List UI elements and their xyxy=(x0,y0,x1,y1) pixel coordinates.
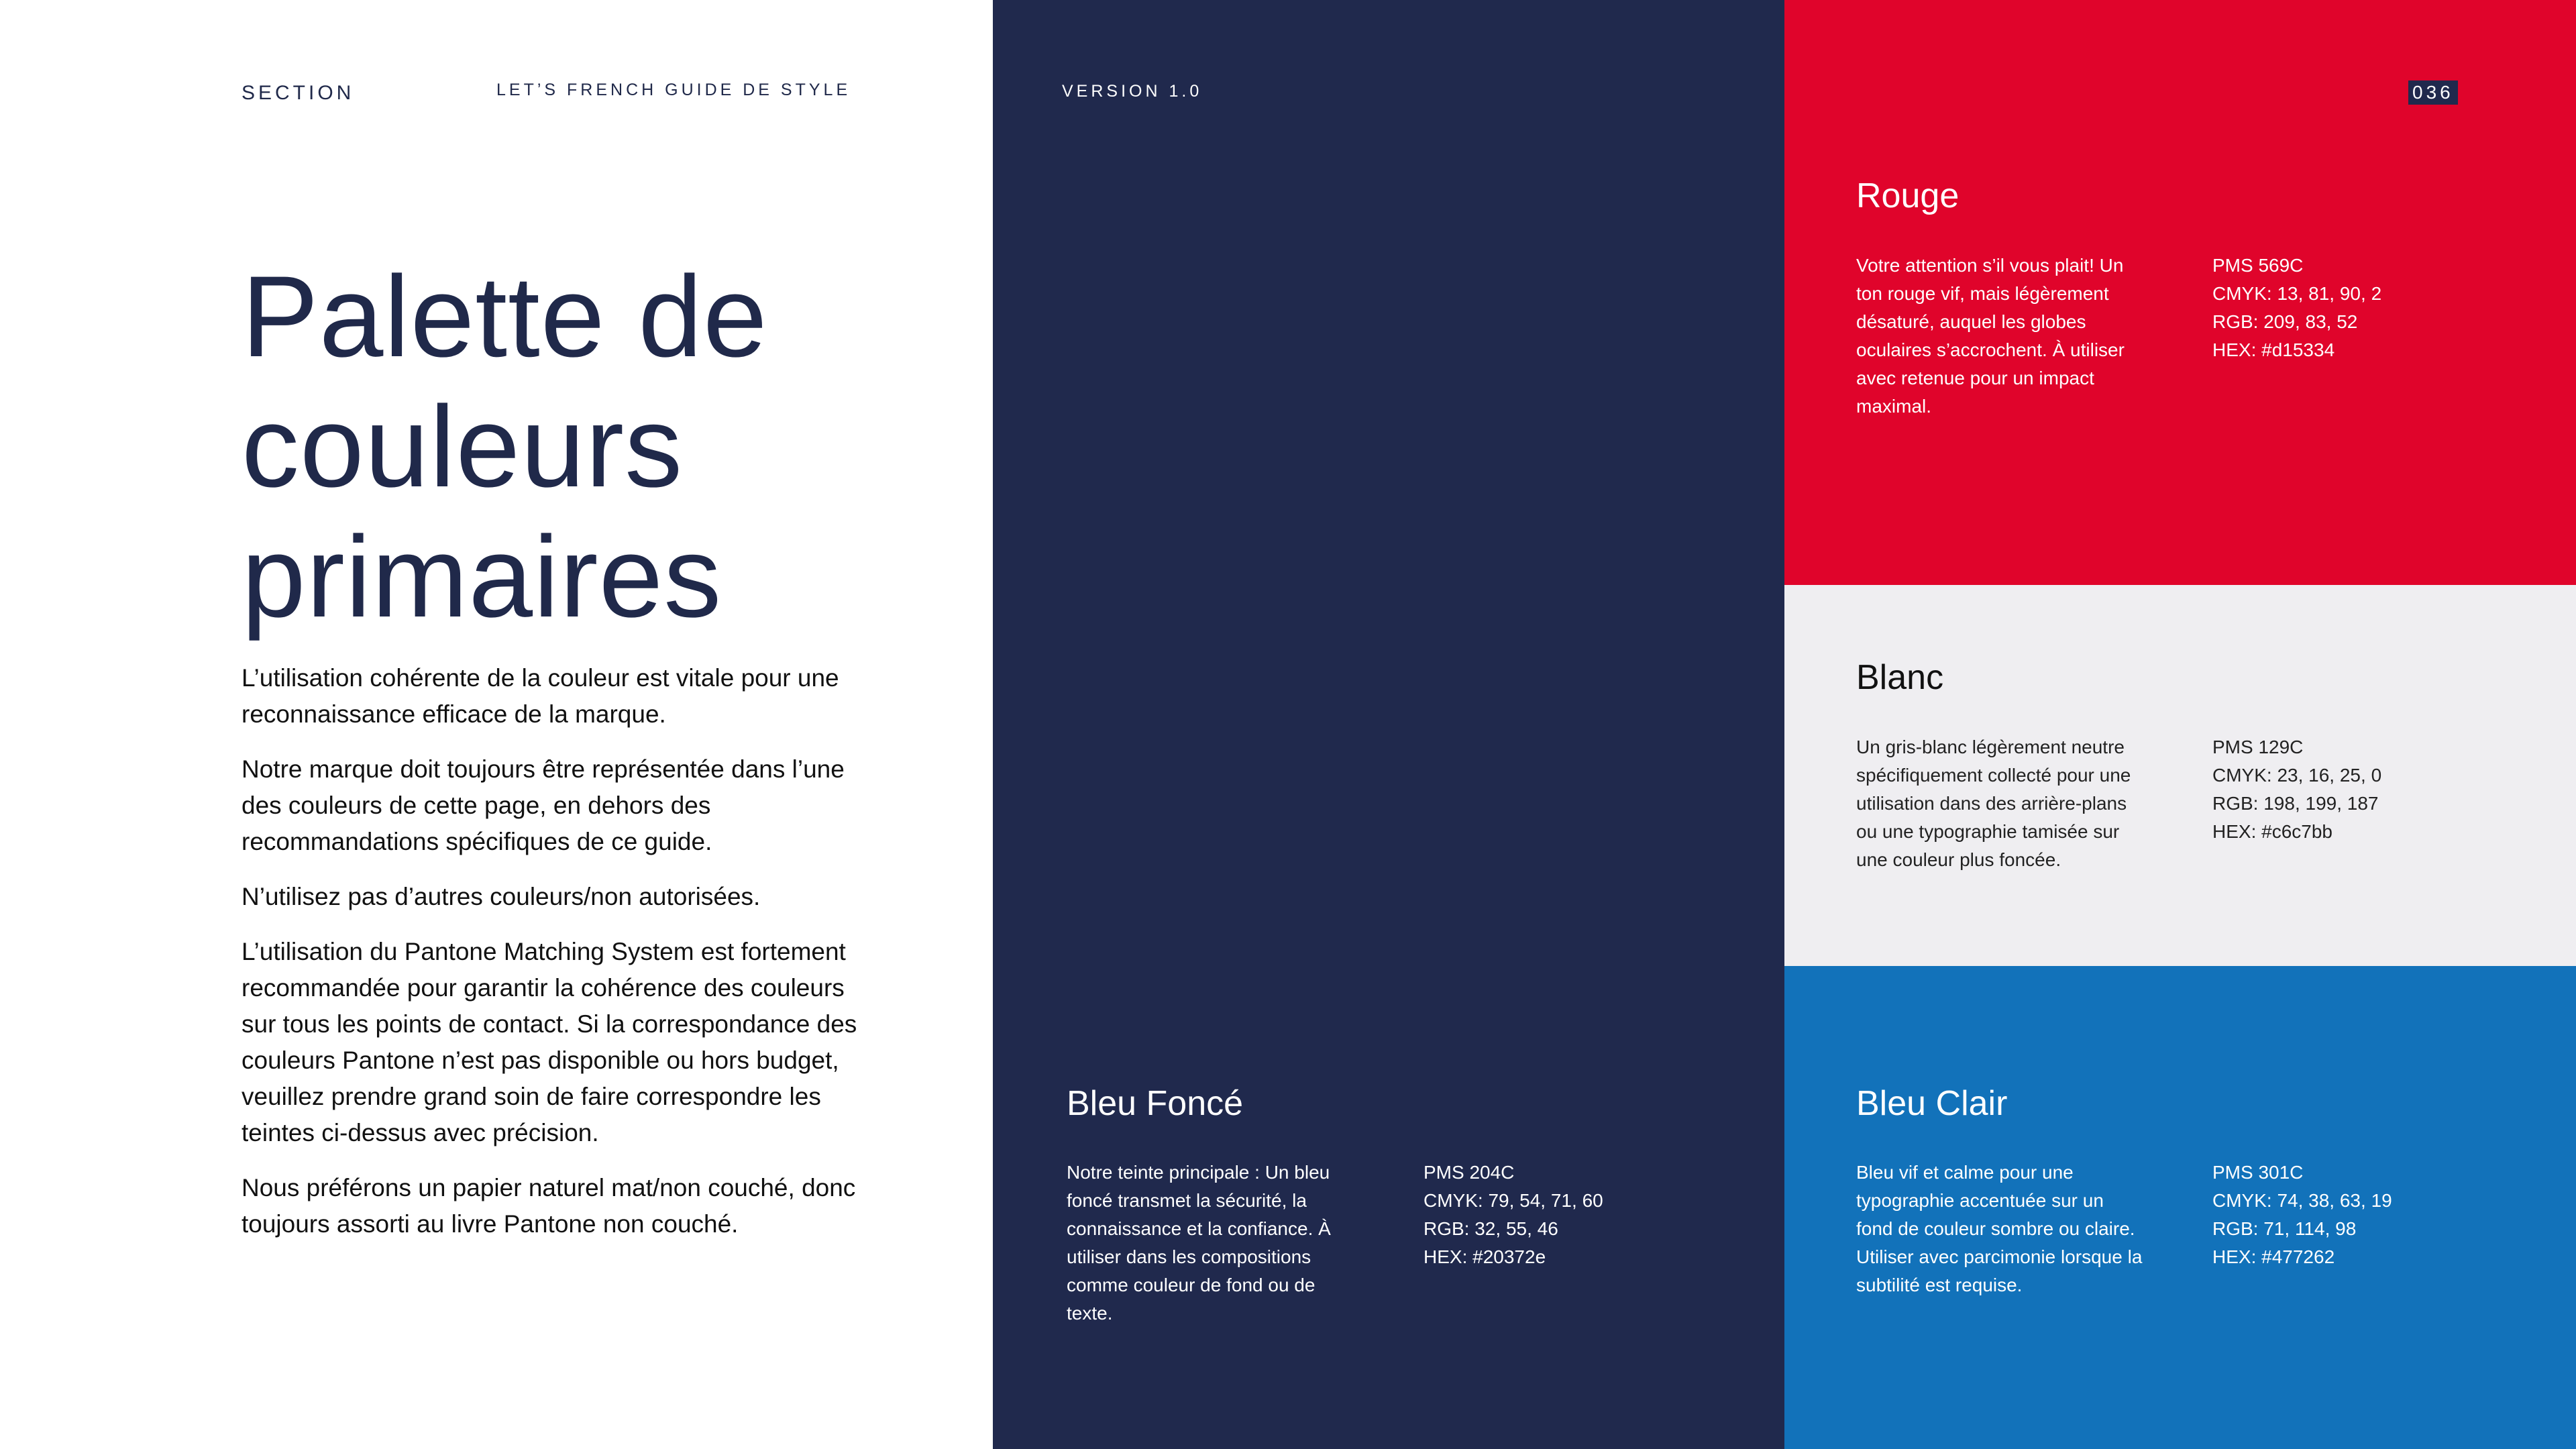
swatch-specs-bleu-fonce xyxy=(1424,1159,1638,1271)
hex-value: HEX: #d15334 xyxy=(2212,339,2335,360)
swatch-name-bleu-fonce: Bleu Foncé xyxy=(1067,1084,1244,1123)
intro-paragraph: Notre marque doit toujours être représentée dans l’une des couleurs de cette page, en dehors des recommandations spécifiques de ce guide. xyxy=(241,755,845,855)
pms-value: PMS 301C xyxy=(2212,1162,2304,1183)
swatch-description-rouge: Votre attention s’il vous plait! Un ton rouge vif, mais légèrement désaturé, auquel les globes oculaires s’accrochent. À utiliser avec retenue pour un impact maximal. xyxy=(1856,255,2125,417)
swatch-name-rouge: Rouge xyxy=(1856,176,1960,215)
swatch-name-bleu-clair: Bleu Clair xyxy=(1856,1084,2008,1123)
swatch-description-blanc: Un gris-blanc légèrement neutre spécifiquement collecté pour une utilisation dans des arrière-plans ou une typographie tamisée sur une couleur plus foncée. xyxy=(1856,737,2131,870)
swatch-specs-blanc xyxy=(2212,733,2427,846)
pms-value: PMS 204C xyxy=(1424,1162,1515,1183)
intro-paragraph: Nous préférons un papier naturel mat/non couché, donc toujours assorti au livre Pantone non couché. xyxy=(241,1174,856,1238)
swatch-description-bleu-clair: Bleu vif et calme pour une typographie accentuée sur un fond de couleur sombre ou claire. Utiliser avec parcimonie lorsque la subtilité est requise. xyxy=(1856,1162,2143,1295)
cmyk-value: CMYK: 13, 81, 90, 2 xyxy=(2212,283,2382,304)
swatch-specs-rouge xyxy=(2212,252,2427,364)
page-title: Palette de couleurs primaires xyxy=(241,252,768,641)
version-label: VERSION 1.0 xyxy=(1062,82,1203,101)
rgb-value: RGB: 198, 199, 187 xyxy=(2212,793,2379,814)
pms-value: PMS 129C xyxy=(2212,737,2304,757)
page-number: 036 xyxy=(2408,80,2458,105)
rgb-value: RGB: 71, 114, 98 xyxy=(2212,1218,2357,1239)
swatch-description-bleu-fonce: Notre teinte principale : Un bleu foncé transmet la sécurité, la connaissance et la confiance. À utiliser dans les compositions comme couleur de fond ou de texte. xyxy=(1067,1162,1331,1324)
pms-value: PMS 569C xyxy=(2212,255,2304,276)
swatch-specs-bleu-clair xyxy=(2212,1159,2427,1271)
rgb-value: RGB: 32, 55, 46 xyxy=(1424,1218,1558,1239)
cmyk-value: CMYK: 79, 54, 71, 60 xyxy=(1424,1190,1603,1211)
cmyk-value: CMYK: 23, 16, 25, 0 xyxy=(2212,765,2382,786)
intro-text xyxy=(241,660,885,1261)
hex-value: HEX: #20372e xyxy=(1424,1246,1546,1267)
intro-paragraph: L’utilisation cohérente de la couleur est vitale pour une reconnaissance efficace de la marque. xyxy=(241,664,839,728)
rgb-value: RGB: 209, 83, 52 xyxy=(2212,311,2358,332)
intro-paragraph: L’utilisation du Pantone Matching System est fortement recommandée pour garantir la cohérence des couleurs sur tous les points de contact. Si la correspondance des couleurs Pantone n’est pas disponible ou hors budget, veuillez prendre grand soin de faire correspondre les teintes ci-dessus avec précision. xyxy=(241,938,857,1146)
guide-title: LET’S FRENCH GUIDE DE STYLE xyxy=(496,80,851,99)
hex-value: HEX: #c6c7bb xyxy=(2212,821,2332,842)
section-label: SECTION xyxy=(241,82,355,104)
intro-paragraph: N’utilisez pas d’autres couleurs/non autorisées. xyxy=(241,883,761,910)
cmyk-value: CMYK: 74, 38, 63, 19 xyxy=(2212,1190,2392,1211)
hex-value: HEX: #477262 xyxy=(2212,1246,2335,1267)
swatch-name-blanc: Blanc xyxy=(1856,658,1944,697)
